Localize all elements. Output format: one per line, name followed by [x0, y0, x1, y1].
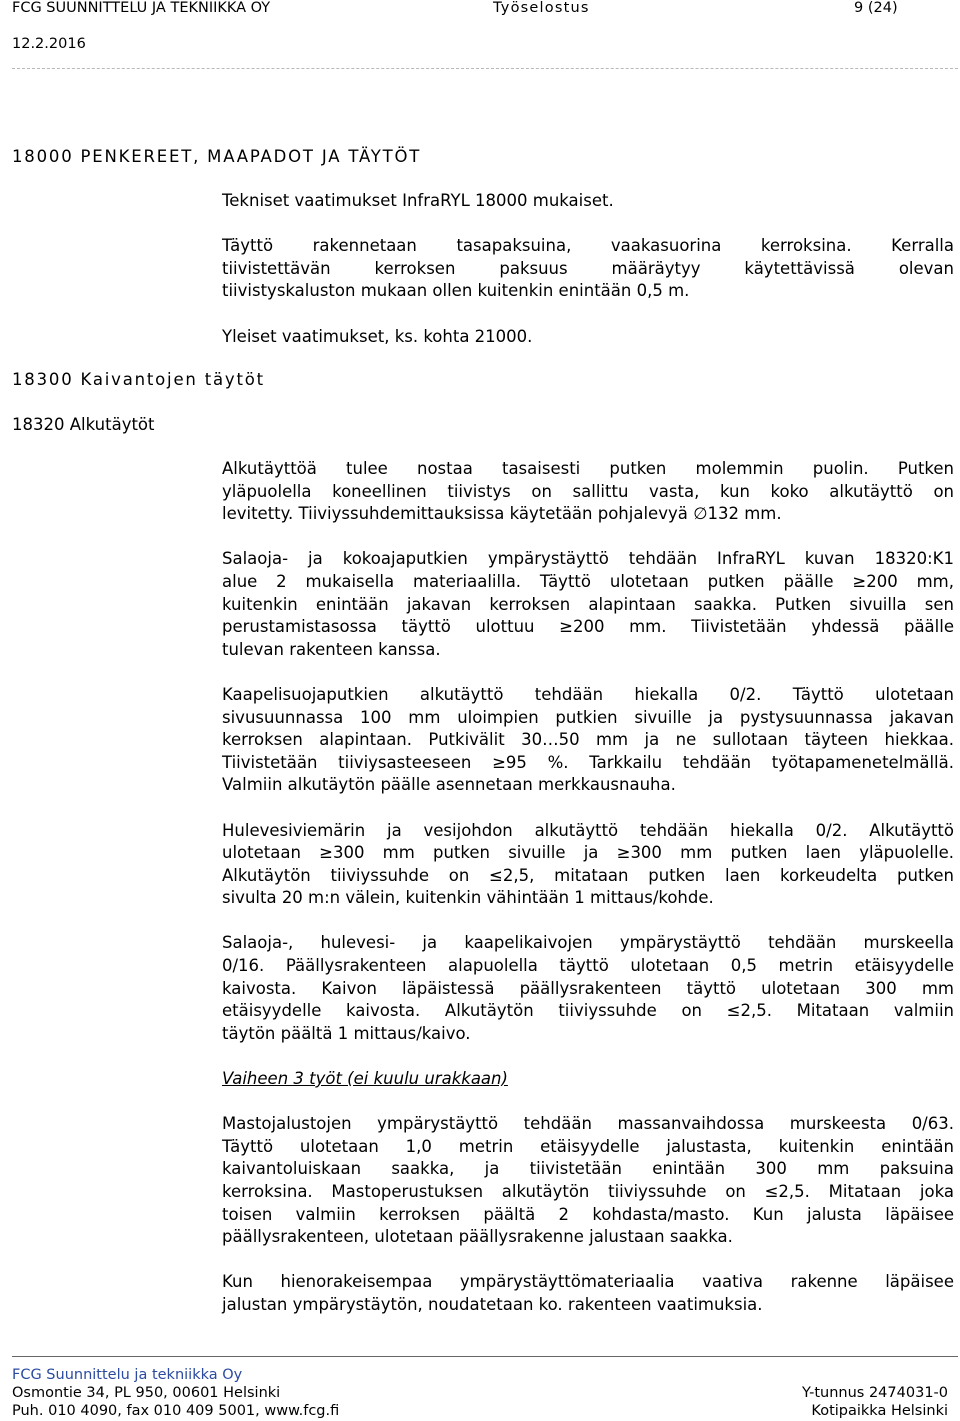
- header-date: 12.2.2016: [12, 36, 86, 52]
- paragraph: Kaapelisuojaputkien alkutäyttö tehdään hiekalla 0/2. Täyttö ulotetaan sivusuunnassa 100 mm uloimpien putkien sivuille ja pystysuunnassa jakavan kerroksen alapintaan. Putkivälit 30…50 mm ja ne sullotaan täyteen hiekkaa. Tiivistetään tiiviysasteeseen ≥95 %. Tarkkailu tehdään työtapamenetelmällä. Valmiin alkutäytön päälle asennetaan merkkausnauha.: [222, 684, 954, 795]
- section-18000-heading: 18000 PENKEREET, MAAPADOT JA TÄYTÖT: [12, 147, 422, 166]
- header-company: FCG SUUNNITTELU JA TEKNIIKKA OY: [12, 0, 271, 16]
- header-doc-type: Työselostus: [493, 0, 590, 16]
- footer-address: Osmontie 34, PL 950, 00601 Helsinki: [12, 1385, 281, 1401]
- phase-3-heading: Vaiheen 3 työt (ei kuulu urakkaan): [222, 1069, 508, 1089]
- footer-business-id: Y-tunnus 2474031-0: [801, 1385, 948, 1401]
- paragraph: Mastojalustojen ympärystäyttö tehdään massanvaihdossa murskeesta 0/63. Täyttö ulotetaan 1,0 metrin etäisyydelle jalustasta, kuitenkin enintään kaivantoluiskaan saakka, ja tiivistetään enintään 300 mm paksuina kerroksina. Mastoperustuksen alkutäytön tiiviyssuhde on ≤2,5. Mitataan joka toisen valmiin kerroksen päältä 2 kohdasta/masto. Kun jalusta läpäisee päällysrakenteen, ulotetaan päällysrakenne jalustaan saakka.: [222, 1114, 954, 1247]
- paragraph: Tekniset vaatimukset InfraRYL 18000 mukaiset.: [222, 191, 614, 210]
- footer-domicile: Kotipaikka Helsinki: [811, 1403, 948, 1419]
- paragraph: Täyttö rakennetaan tasapaksuina, vaakasuorina kerroksina. Kerralla tiivistettävän kerroksen paksuus määräytyy käytettävissä olevan tiivistyskaluston mukaan ollen kuitenkin enintään 0,5 m.: [222, 236, 954, 301]
- paragraph: Hulevesiviemärin ja vesijohdon alkutäyttö tehdään hiekalla 0/2. Alkutäyttö ulotetaan ≥300 mm putken sivuille ja ≥300 mm putken laen yläpuolelle. Alkutäytön tiiviyssuhde on ≤2,5, mitataan putken laen korkeudelta putken sivulta 20 m:n välein, kuitenkin vähintään 1 mittaus/kohde.: [222, 820, 954, 908]
- header-divider: [12, 68, 958, 69]
- header-page-number: 9 (24): [854, 0, 898, 16]
- paragraph: Salaoja- ja kokoajaputkien ympärystäyttö tehdään InfraRYL kuvan 18320:K1 alue 2 mukaisella materiaalilla. Täyttö ulotetaan putken päälle ≥200 mm, kuitenkin enintään jakavan kerroksen alapintaan saakka. Putken sivuilla sen perustamistasossa täyttö ulottuu ≥200 mm. Tiivistetään yhdessä päälle tulevan rakenteen kanssa.: [222, 549, 954, 659]
- section-18320-body: [222, 458, 954, 1339]
- paragraph: Alkutäyttöä tulee nostaa tasaisesti putken molemmin puolin. Putken yläpuolella koneellinen tiivistys on sallittu vasta, kun koko alkutäyttö on levitetty. Tiiviyssuhdemittauksissa käytetään pohjalevyä ∅132 mm.: [222, 459, 954, 524]
- footer-divider: [12, 1356, 958, 1357]
- section-18300-heading: 18300 Kaivantojen täytöt: [12, 370, 265, 389]
- section-18000-body: [222, 190, 954, 371]
- paragraph: Yleiset vaatimukset, ks. kohta 21000.: [222, 326, 533, 346]
- footer-company: FCG Suunnittelu ja tekniikka Oy: [12, 1367, 243, 1383]
- paragraph: Kun hienorakeisempaa ympärystäyttömateriaalia vaativa rakenne läpäisee jalustan ympärystäytön, noudatetaan ko. rakenteen vaatimuksia.: [222, 1272, 954, 1314]
- paragraph: Salaoja-, hulevesi- ja kaapelikaivojen ympärystäyttö tehdään murskeella 0/16. Päällysrakenteen alapuolella täyttö ulotetaan 0,5 metrin etäisyydelle kaivosta. Kaivon läpäistessä päällysrakenteen täyttö ulotetaan 300 mm etäisyydelle kaivosta. Alkutäytön tiiviyssuhde on ≤2,5. Mitataan valmiin täytön päältä 1 mittaus/kaivo.: [222, 933, 954, 1043]
- section-18320-heading: 18320 Alkutäytöt: [12, 415, 155, 434]
- footer-contact: Puh. 010 4090, fax 010 409 5001, www.fcg.fi: [12, 1403, 340, 1419]
